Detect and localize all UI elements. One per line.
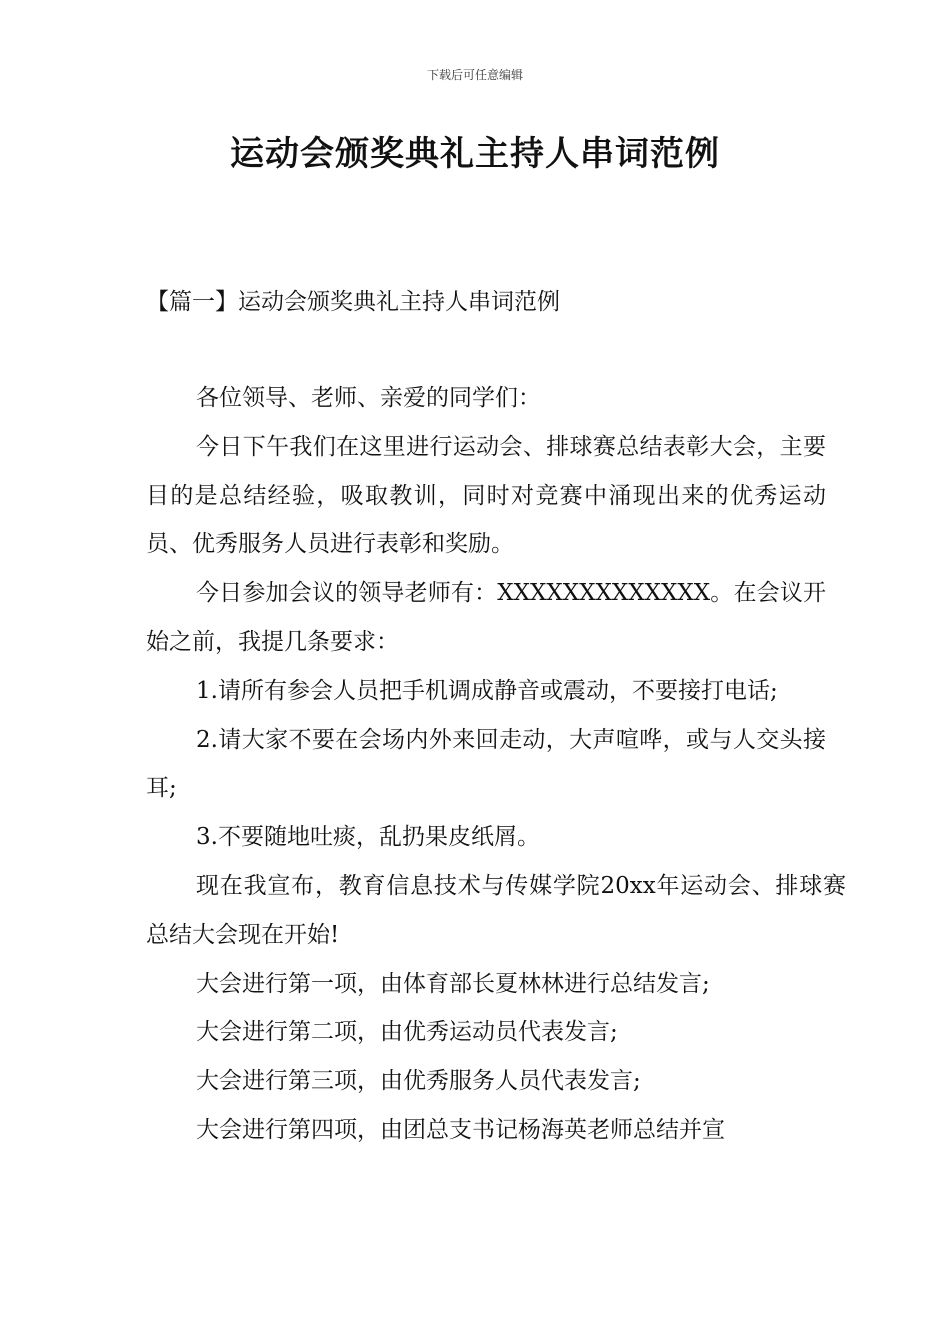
paragraph-attendees: 今日参加会议的领导老师有：XXXXXXXXXXXXX。在会议开始之前，我提几条要求： [146,580,826,655]
document-title: 运动会颁奖典礼主持人串词范例 [230,134,720,174]
paragraph-rule-3: 3.不要随地吐痰，乱扔果皮纸屑。 [196,824,540,851]
paragraph-item-3: 大会进行第三项，由优秀服务人员代表发言; [196,1068,641,1095]
paragraph-greeting: 各位领导、老师、亲爱的同学们： [196,385,541,411]
paragraph-item-2: 大会进行第二项，由优秀运动员代表发言; [196,1019,618,1046]
paragraph-rule-1: 1.请所有参会人员把手机调成静音或震动，不要接打电话; [196,677,778,704]
paragraph-rule-2: 2.请大家不要在会场内外来回走动，大声喧哗，或与人交头接耳; [146,726,826,802]
document-body [146,374,846,1155]
paragraph-item-1: 大会进行第一项，由体育部长夏林林进行总结发言; [196,970,710,997]
paragraph-announcement: 现在我宣布，教育信息技术与传媒学院20xx年运动会、排球赛总结大会现在开始! [146,872,846,948]
paragraph-item-4: 大会进行第四项，由团总支书记杨海英老师总结并宣 [196,1116,725,1143]
paragraph-intro: 今日下午我们在这里进行运动会、排球赛总结表彰大会，主要目的是总结经验，吸取教训，同时对竞赛中涌现出来的优秀运动员、优秀服务人员进行表彰和奖励。 [146,433,826,558]
section-heading: 【篇一】运动会颁奖典礼主持人串词范例 [146,289,560,315]
header-note: 下载后可任意编辑 [426,68,523,82]
